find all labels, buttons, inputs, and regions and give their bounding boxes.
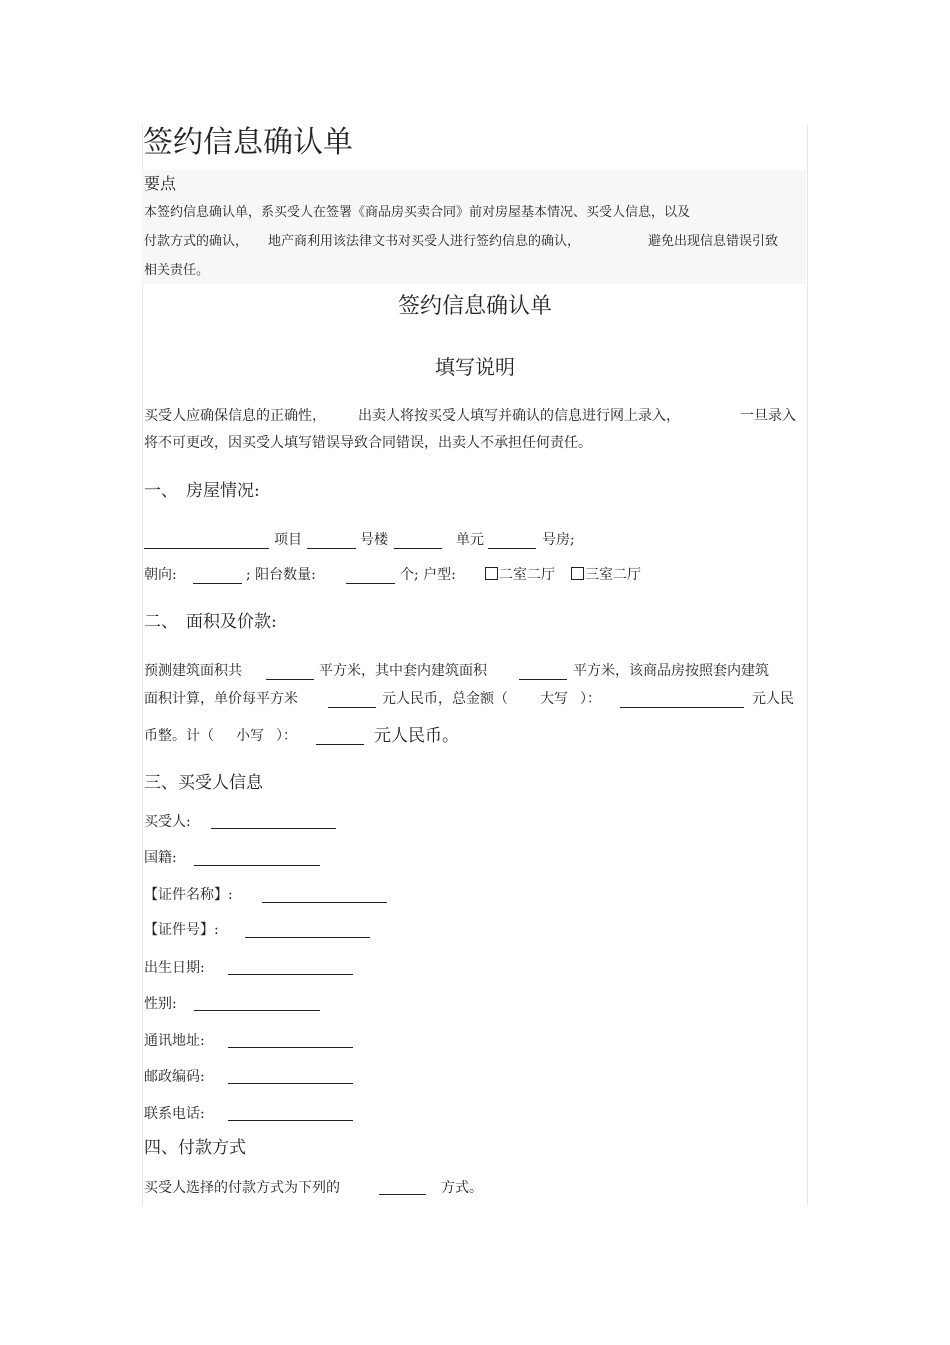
price-text-9: 元人民币。 xyxy=(374,726,459,746)
nationality-blank[interactable] xyxy=(194,865,320,866)
inner-area-blank[interactable] xyxy=(519,679,567,680)
section3-heading: 三、买受人信息 xyxy=(144,773,263,793)
instructions-heading: 填写说明 xyxy=(435,355,515,379)
unit-price-blank[interactable] xyxy=(328,707,376,708)
price-text-4: ）： xyxy=(580,691,601,707)
unit-label: 单元 xyxy=(456,532,484,548)
nationality-label: 国籍: xyxy=(144,850,177,866)
project-label: 项目 xyxy=(274,532,302,548)
postcode-blank[interactable] xyxy=(228,1083,353,1084)
project-name-blank[interactable] xyxy=(144,548,269,549)
price-text-1: 面积计算，单价每平方米 xyxy=(144,691,298,707)
instructions-line-1b: 出卖人将按买受人填写并确认的信息进行网上录入， xyxy=(358,408,680,424)
balcony-blank[interactable] xyxy=(346,583,395,584)
highlights-line-2a: 付款方式的确认， xyxy=(144,234,249,249)
section1-heading: 房屋情况: xyxy=(186,481,260,501)
layout-option-2[interactable] xyxy=(571,566,641,584)
highlights-box xyxy=(142,170,806,284)
instructions-line-1c: 一旦录入 xyxy=(740,408,796,424)
section1-number: 一、 xyxy=(144,481,178,501)
postcode-label: 邮政编码: xyxy=(144,1069,205,1085)
price-text-8: ）： xyxy=(276,728,297,744)
payment-text-2: 方式。 xyxy=(441,1180,483,1196)
checkbox-icon[interactable] xyxy=(571,567,584,580)
birth-date-label: 出生日期: xyxy=(144,960,205,976)
gender-label: 性别: xyxy=(144,996,177,1012)
phone-blank[interactable] xyxy=(228,1120,353,1121)
price-text-5: 元人民 xyxy=(752,691,794,707)
layout-option-1[interactable] xyxy=(485,566,555,584)
section2-number: 二、 xyxy=(144,612,178,632)
orientation-blank[interactable] xyxy=(193,583,242,584)
id-number-blank[interactable] xyxy=(245,937,370,938)
area-text-1: 预测建筑面积共 xyxy=(144,663,242,679)
area-text-2: 平方米，其中套内建筑面积 xyxy=(319,663,487,679)
checkbox-icon[interactable] xyxy=(485,567,498,580)
highlights-line-1: 本签约信息确认单，系买受人在签署《商品房买卖合同》前对房屋基本情况、买受人信息，以及 xyxy=(144,205,691,220)
highlights-heading: 要点 xyxy=(144,174,177,193)
buyer-label: 买受人: xyxy=(144,814,191,830)
orientation-label: 朝向: xyxy=(144,567,177,583)
birth-date-blank[interactable] xyxy=(228,974,353,975)
instructions-line-1a: 买受人应确保信息的正确性， xyxy=(144,408,326,424)
phone-label: 联系电话: xyxy=(144,1106,205,1122)
room-blank[interactable] xyxy=(488,548,536,549)
building-blank[interactable] xyxy=(307,548,356,549)
room-label: 号房; xyxy=(542,532,575,548)
payment-method-blank[interactable] xyxy=(379,1194,426,1195)
balcony-label: ; 阳台数量: xyxy=(246,567,316,583)
layout-option-1-label: 二室二厅 xyxy=(499,567,555,583)
price-text-7: 小写 xyxy=(236,728,264,744)
price-text-3: 大写 xyxy=(540,691,568,707)
price-text-6: 币整。计（ xyxy=(144,728,214,744)
id-type-blank[interactable] xyxy=(262,902,387,903)
buyer-blank[interactable] xyxy=(211,828,336,829)
total-area-blank[interactable] xyxy=(266,679,314,680)
layout-option-2-label: 三室二厅 xyxy=(585,567,641,583)
form-title: 签约信息确认单 xyxy=(397,294,552,319)
highlights-line-2c: 避免出现信息错误引致 xyxy=(648,234,779,249)
area-text-3: 平方米，该商品房按照套内建筑 xyxy=(573,663,769,679)
section2-heading: 面积及价款: xyxy=(186,612,277,632)
gender-blank[interactable] xyxy=(194,1010,320,1011)
balcony-unit-label: 个; 户型: xyxy=(400,567,456,583)
total-amount-words-blank[interactable] xyxy=(620,707,744,708)
total-amount-digits-blank[interactable] xyxy=(316,744,364,745)
building-label: 号楼 xyxy=(360,532,388,548)
instructions-line-2: 将不可更改，因买受人填写错误导致合同错误，出卖人不承担任何责任。 xyxy=(144,435,592,451)
doc-title: 签约信息确认单 xyxy=(143,125,353,160)
payment-text-1: 买受人选择的付款方式为下列的 xyxy=(144,1180,340,1196)
highlights-line-3: 相关责任。 xyxy=(144,263,210,278)
section4-heading: 四、付款方式 xyxy=(144,1138,246,1158)
id-type-label: 【证件名称】: xyxy=(144,887,233,903)
id-number-label: 【证件号】: xyxy=(144,922,219,938)
price-text-2: 元人民币，总金额（ xyxy=(382,691,508,707)
address-blank[interactable] xyxy=(228,1047,353,1048)
unit-blank[interactable] xyxy=(394,548,442,549)
highlights-line-2b: 地产商利用该法律文书对买受人进行签约信息的确认， xyxy=(268,234,581,249)
address-label: 通讯地址: xyxy=(144,1033,205,1049)
